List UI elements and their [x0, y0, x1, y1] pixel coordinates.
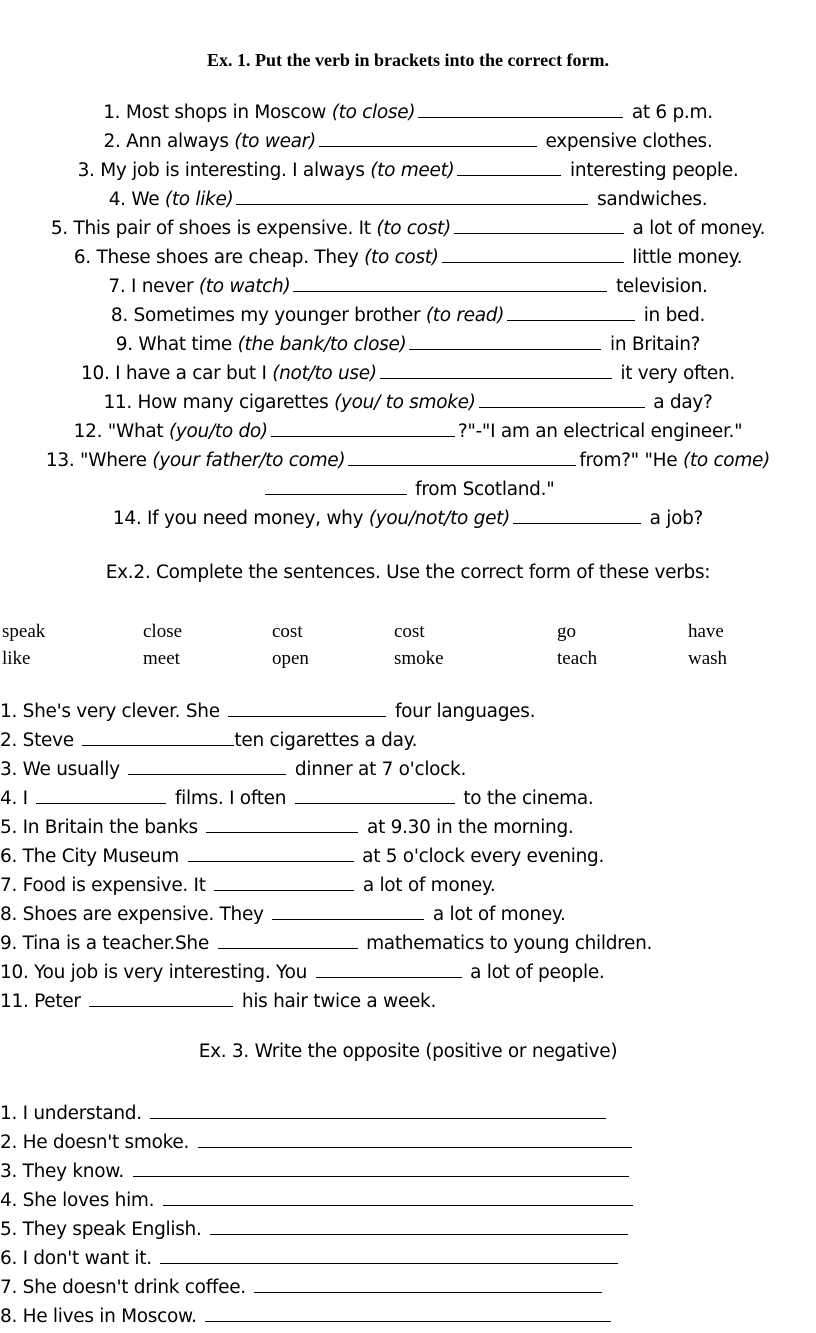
answer-blank[interactable]	[271, 419, 455, 437]
ex1-item: 12. "What (you/to do) ?"-"I am an electrical engineer."	[73, 421, 743, 442]
answer-blank[interactable]	[457, 158, 561, 176]
exercise-3-title: Ex. 3. Write the opposite (positive or negative)	[198, 1041, 618, 1062]
ex1-item: 8. Sometimes my younger brother (to read) in bed.	[110, 305, 706, 326]
ex1-item: 7. I never (to watch) television.	[108, 276, 708, 297]
verb-word: cost	[394, 621, 425, 642]
answer-blank[interactable]	[214, 873, 354, 891]
ex1-item: 1. Most shops in Moscow (to close) at 6 p.m.	[103, 102, 713, 123]
ex1-item: 14. If you need money, why (you/not/to get) a job?	[112, 508, 704, 529]
ex2-item: 7. Food is expensive. It a lot of money.	[0, 875, 496, 896]
ex1-item: 6. These shoes are cheap. They (to cost) little money.	[73, 247, 743, 268]
answer-blank[interactable]	[254, 1275, 602, 1293]
answer-blank[interactable]	[507, 303, 635, 321]
answer-blank[interactable]	[133, 1159, 629, 1177]
ex2-item: 11. Peter his hair twice a week.	[0, 991, 437, 1012]
answer-blank[interactable]	[163, 1188, 633, 1206]
verb-word: wash	[688, 648, 728, 669]
answer-blank[interactable]	[295, 786, 455, 804]
ex2-item: 2. Steve ten cigarettes a day.	[0, 730, 418, 751]
ex2-item: 9. Tina is a teacher.She mathematics to young children.	[0, 933, 653, 954]
ex2-item: 1. She's very clever. She four languages.	[0, 701, 536, 722]
ex3-item: 5. They speak English.	[0, 1215, 816, 1244]
ex3-item: 7. She doesn't drink coffee.	[0, 1273, 816, 1302]
ex3-item: 4. She loves him.	[0, 1186, 816, 1215]
ex1-item: 4. We (to like) sandwiches.	[108, 189, 708, 210]
verb-row	[0, 645, 816, 672]
verb-word: speak	[2, 621, 46, 642]
answer-blank[interactable]	[513, 506, 641, 524]
ex2-item: 6. The City Museum at 5 o'clock every evening.	[0, 846, 605, 867]
ex3-item: 3. They know.	[0, 1157, 816, 1186]
ex2-item: 3. We usually dinner at 7 o'clock.	[0, 759, 467, 780]
answer-blank[interactable]	[316, 960, 462, 978]
verb-word: open	[272, 648, 309, 669]
ex1-item: 2. Ann always (to wear) expensive clothes.	[103, 131, 713, 152]
ex3-item: 1. I understand.	[0, 1099, 816, 1128]
ex2-item: 8. Shoes are expensive. They a lot of money.	[0, 904, 566, 925]
ex2-item: 4. I films. I often to the cinema.	[0, 788, 594, 809]
answer-blank[interactable]	[265, 477, 407, 495]
verb-word: smoke	[394, 648, 444, 669]
ex2-item: 5. In Britain the banks at 9.30 in the morning.	[0, 817, 574, 838]
ex1-item-continuation: from Scotland."	[0, 475, 816, 504]
verb-row	[0, 618, 816, 645]
ex3-item: 6. I don't want it.	[0, 1244, 816, 1273]
answer-blank[interactable]	[205, 1304, 611, 1322]
answer-blank[interactable]	[198, 1130, 632, 1148]
exercise-2-title: Ex.2. Complete the sentences. Use the correct form of these verbs:	[105, 562, 711, 583]
answer-blank[interactable]	[218, 931, 358, 949]
exercise-1-list	[0, 98, 816, 533]
ex1-item: 3. My job is interesting. I always (to meet) interesting people.	[77, 160, 739, 181]
ex1-item: 5. This pair of shoes is expensive. It (to cost) a lot of money.	[50, 218, 766, 239]
answer-blank[interactable]	[188, 844, 354, 862]
ex1-item: 11. How many cigarettes (you/ to smoke) a day?	[103, 392, 713, 413]
verb-word: like	[2, 648, 31, 669]
exercise-2-list	[0, 697, 816, 1016]
verb-word: go	[557, 621, 576, 642]
answer-blank[interactable]	[348, 448, 576, 466]
answer-blank[interactable]	[160, 1246, 618, 1264]
answer-blank[interactable]	[228, 699, 386, 717]
answer-blank[interactable]	[128, 757, 286, 775]
verb-box	[0, 618, 816, 672]
ex3-item: 2. He doesn't smoke.	[0, 1128, 816, 1157]
answer-blank[interactable]	[479, 390, 645, 408]
verb-word: cost	[272, 621, 303, 642]
answer-blank[interactable]	[236, 187, 588, 205]
ex1-item: 13. "Where (your father/to come) from?" "He (to come)	[45, 450, 771, 471]
answer-blank[interactable]	[36, 786, 166, 804]
verb-word: have	[688, 621, 724, 642]
ex1-item: 9. What time (the bank/to close) in Britain?	[115, 334, 701, 355]
answer-blank[interactable]	[380, 361, 612, 379]
exercise-1-title: Ex. 1. Put the verb in brackets into the correct form.	[206, 50, 610, 70]
ex1-item: 10. I have a car but I (not/to use) it very often.	[81, 363, 735, 384]
answer-blank[interactable]	[150, 1101, 606, 1119]
answer-blank[interactable]	[89, 989, 233, 1007]
verb-word: teach	[557, 648, 598, 669]
verb-word: meet	[143, 648, 180, 669]
ex3-item: 8. He lives in Moscow.	[0, 1302, 816, 1331]
answer-blank[interactable]	[442, 245, 624, 263]
verb-word: close	[143, 621, 183, 642]
answer-blank[interactable]	[206, 815, 358, 833]
answer-blank[interactable]	[454, 216, 624, 234]
answer-blank[interactable]	[319, 129, 537, 147]
answer-blank[interactable]	[82, 728, 234, 746]
ex2-item: 10. You job is very interesting. You a lot of people.	[0, 962, 605, 983]
answer-blank[interactable]	[293, 274, 607, 292]
answer-blank[interactable]	[409, 332, 601, 350]
answer-blank[interactable]	[210, 1217, 628, 1235]
exercise-3-list	[0, 1099, 816, 1331]
answer-blank[interactable]	[272, 902, 424, 920]
answer-blank[interactable]	[418, 100, 623, 118]
